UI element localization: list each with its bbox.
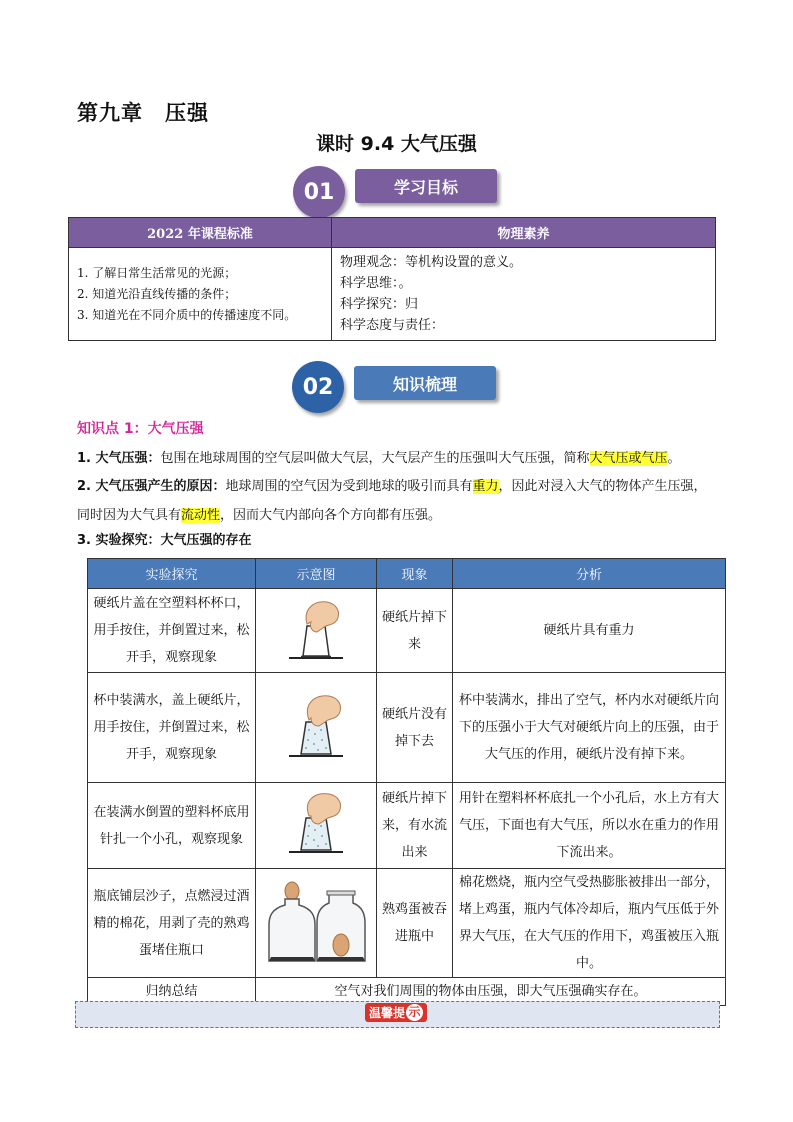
tip-badge: 温馨提 示 [365, 1003, 427, 1022]
table-row [88, 869, 726, 978]
knowledge-point-title: 知识点 1：大气压强 [77, 421, 204, 437]
standards-header-literacy: 物理素养 [332, 218, 716, 248]
hand-cup-icon [281, 596, 351, 666]
table-row [88, 783, 726, 869]
analysis-cell: 硬纸片具有重力 [453, 589, 726, 673]
section-number: 01 [293, 166, 345, 218]
phenomenon-cell: 硬纸片掉下来，有水流出来 [377, 783, 453, 869]
diagram-cell [256, 783, 377, 869]
table-row [88, 589, 726, 673]
hand-pierced-cup-icon [281, 790, 351, 862]
section-label: 知识梳理 [354, 366, 496, 400]
list-item: 1. 了解日常生活常见的光源； [77, 265, 237, 280]
highlight: 大气压或气压 [589, 451, 668, 466]
experiment-table [87, 558, 726, 1006]
summary-label: 归纳总结 [88, 978, 256, 1006]
analysis-cell: 杯中装满水，排出了空气，杯内水对硬纸片向下的压强小于大气对硬纸片向上的压强，由于大气压的作用，硬纸片没有掉下来。 [453, 673, 726, 783]
inquiry-cell: 在装满水倒置的塑料杯底用针扎一个小孔，观察现象 [88, 783, 256, 869]
analysis-cell: 棉花燃烧，瓶内空气受热膨胀被排出一部分，堵上鸡蛋，瓶内气体冷却后，瓶内气压低于外界大气压，在大气压的作用下，鸡蛋被压入瓶中。 [453, 869, 726, 978]
list-item: 2. 知道光沿直线传播的条件； [77, 286, 237, 301]
analysis-cell: 用针在塑料杯杯底扎一个小孔后，水上方有大气压，下面也有大气压，所以水在重力的作用下流出来。 [453, 783, 726, 869]
highlight: 流动性 [181, 508, 221, 523]
section-number: 02 [292, 361, 344, 413]
col-header-inquiry: 实验探究 [88, 559, 256, 589]
hand-water-cup-icon [281, 690, 351, 766]
col-header-diagram: 示意图 [256, 559, 377, 589]
list-item: 物理观念：等机构设置的意义。 [340, 255, 523, 270]
paragraph-experiment-heading: 3. 实验探究：大气压强的存在 [77, 533, 252, 548]
diagram-cell [256, 869, 377, 978]
standards-table [68, 217, 716, 341]
summary-text: 空气对我们周围的物体由压强，即大气压强确实存在。 [256, 978, 726, 1006]
inquiry-cell: 瓶底铺层沙子，点燃浸过酒精的棉花，用剥了壳的熟鸡蛋堵住瓶口 [88, 869, 256, 978]
diagram-cell [256, 673, 377, 783]
inquiry-cell: 杯中装满水，盖上硬纸片，用手按住，并倒置过来，松开手，观察现象 [88, 673, 256, 783]
list-item: 科学思维：。 [340, 276, 412, 291]
paragraph-cause: 2. 大气压强产生的原因：地球周围的空气因为受到地球的吸引而具有重力，因此对浸入大气的物体产生压强，同时因为大气具有流动性，因而大气内部向各个方向都有压强。 [77, 479, 707, 523]
list-item: 科学态度与责任： [340, 318, 445, 333]
chapter-title: 第九章 压强 [77, 101, 209, 125]
col-header-phenomenon: 现象 [377, 559, 453, 589]
diagram-cell [256, 589, 377, 673]
paragraph-atmospheric-pressure: 1. 大气压强：包围在地球周围的空气层叫做大气层，大气层产生的压强叫大气压强，简称大气压或气压。 [77, 451, 681, 466]
lesson-title: 课时 9.4 大气压强 [316, 133, 477, 155]
list-item: 科学探究：归 [340, 297, 419, 312]
phenomenon-cell: 硬纸片掉下来 [377, 589, 453, 673]
standards-literacy-cell [332, 248, 716, 341]
col-header-analysis: 分析 [453, 559, 726, 589]
section-label: 学习目标 [355, 169, 497, 203]
highlight: 重力 [472, 479, 499, 494]
table-row [88, 673, 726, 783]
phenomenon-cell: 熟鸡蛋被吞进瓶中 [377, 869, 453, 978]
phenomenon-cell: 硬纸片没有掉下去 [377, 673, 453, 783]
standards-curriculum-cell [69, 248, 332, 341]
bottle-egg-icon [261, 881, 371, 965]
list-item: 3. 知道光在不同介质中的传播速度不同。 [77, 307, 297, 322]
inquiry-cell: 硬纸片盖在空塑料杯杯口，用手按住，并倒置过来，松开手，观察现象 [88, 589, 256, 673]
standards-header-curriculum: 2022 年课程标准 [69, 218, 332, 248]
